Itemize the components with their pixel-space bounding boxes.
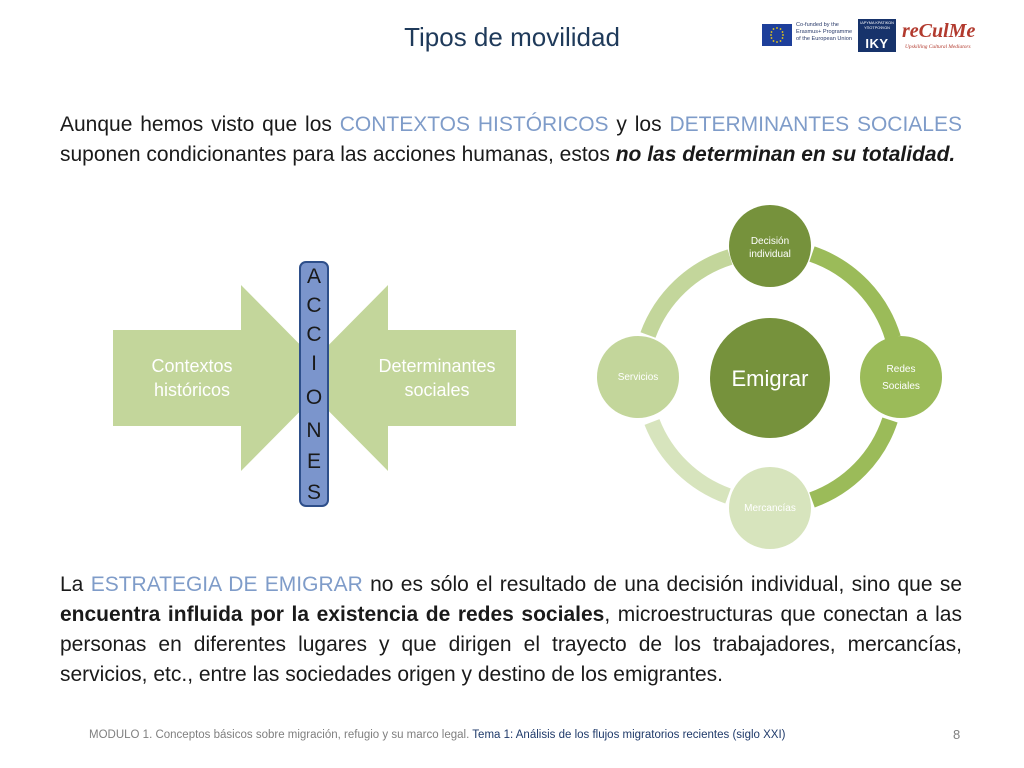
closing-text-2: no es sólo el resultado de una decisión individual, sino que se (362, 573, 962, 596)
acciones-letter-a: A (306, 265, 321, 288)
iky-logo-text: IKY (865, 36, 889, 51)
intro-text-2: y los (608, 113, 670, 136)
recult-logo-subtitle: Upskilling Cultural Mediators (905, 44, 971, 50)
intro-emphasis: no las determinan en su totalidad. (615, 143, 956, 166)
closing-text-1: La (60, 573, 91, 596)
node-redes (860, 336, 942, 418)
acciones-letter-n: N (306, 419, 322, 442)
acciones-letter-c1: C (306, 294, 322, 317)
footer-tema: Tema 1: Análisis de los flujos migratorios recientes (siglo XXI) (472, 729, 786, 741)
arrow-right-label-line1: Determinantes (378, 356, 496, 376)
footer-module: MODULO 1. Conceptos básicos sobre migración, refugio y su marco legal. (89, 729, 473, 741)
eu-cofunded-text: Co-funded by the Erasmus+ Programme of the European Union (796, 22, 853, 42)
iky-logo-small-text: ΙΔΡΥΜΑ ΚΡΑΤΙΚΩΝ ΥΠΟΤΡΟΦΙΩΝ (860, 21, 894, 30)
acciones-letter-s: S (306, 481, 321, 504)
acciones-letter-i: I (311, 352, 317, 375)
arrow-left-label-line2: históricos (153, 380, 231, 400)
node-redes-label-line1: Redes (886, 364, 916, 375)
intro-text-3: suponen condicionantes para las acciones humanas, estos (60, 143, 616, 166)
page-number: 8 (953, 727, 961, 742)
intro-text-1: Aunque hemos visto que los (60, 113, 340, 136)
ring-segment-top-left (648, 257, 730, 335)
slide-title: Tipos de movilidad (404, 22, 620, 52)
closing-text-3: , microestructuras que conectan a las personas en diferentes lugares y que dirigen el trayecto de los trabajadores, mercancías, servicios, etc., entre las sociedades origen y destino de los emigrantes. (60, 603, 962, 686)
acciones-letter-o: O (305, 386, 323, 409)
ring-segment-top-right (812, 254, 893, 338)
acciones-letter-c2: C (306, 323, 322, 346)
node-servicios-label: Servicios (617, 372, 659, 383)
node-decision-label-line1: Decisión (750, 236, 790, 247)
closing-paragraph (60, 570, 962, 690)
ring-segment-bottom-left (652, 422, 728, 496)
highlight-determinantes: DETERMINANTES SOCIALES (669, 113, 963, 136)
closing-bold: encuentra influida por la existencia de redes sociales (60, 603, 605, 626)
ring-segment-bottom-right (812, 420, 890, 500)
highlight-contextos: CONTEXTOS HISTÓRICOS (339, 113, 609, 136)
acciones-letter-e: E (306, 450, 321, 473)
footer-text (89, 729, 785, 741)
node-decision-label-line2: individual (749, 249, 791, 260)
node-mercancias-label: Mercancías (744, 503, 796, 514)
arrow-left-label-line1: Contextos (151, 356, 233, 376)
recult-logo: reCulMe (902, 20, 976, 42)
highlight-estrategia: ESTRATEGIA DE EMIGRAR (90, 573, 363, 596)
node-redes-label-line2: Sociales (882, 381, 920, 392)
node-emigrar-label: Emigrar (731, 366, 809, 391)
arrow-right-label-line2: sociales (404, 380, 470, 400)
